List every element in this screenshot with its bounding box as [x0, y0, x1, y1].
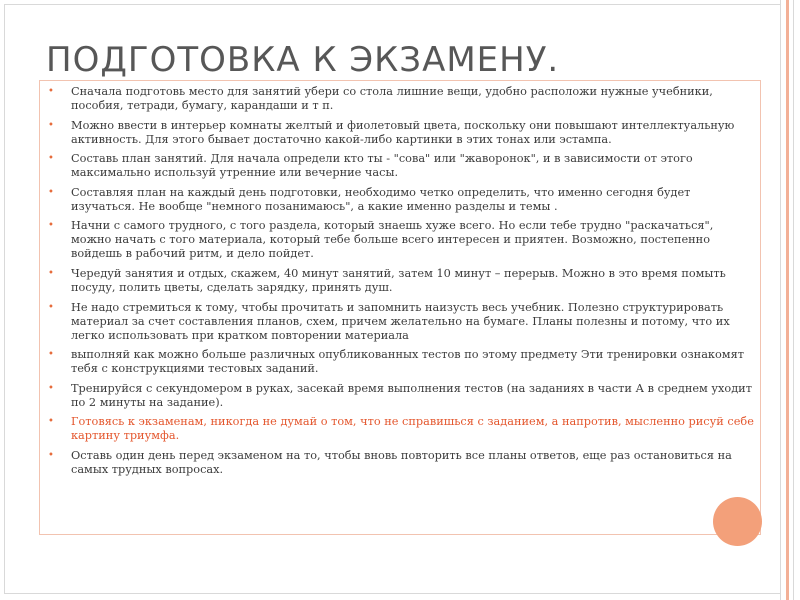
bullet-item: • Тренируйся с секундомером в руках, засекай время выполнения тестов (на заданиях в части А в среднем уходит по 2 минуты на задание). — [46, 382, 756, 410]
slide-title: ПОДГОТОВКА К ЭКЗАМЕНУ. — [46, 40, 560, 80]
decorative-circle — [713, 497, 762, 546]
bullet-item: • Составь план занятий. Для начала определи кто ты - "сова" или "жаворонок", и в зависимости от этого максимально используй утренние или вечерние часы. — [46, 152, 756, 180]
bullet-item: • Составляя план на каждый день подготовки, необходимо четко определить, что именно сегодня будет изучаться. Не вообще "немного позанимаюсь", а какие именно разделы и темы . — [46, 186, 756, 214]
bullet-item: • Сначала подготовь место для занятий убери со стола лишние вещи, удобно расположи нужные учебники, пособия, тетради, бумагу, карандаши и т п. — [46, 85, 756, 113]
bullet-item: • Начни с самого трудного, с того раздела, который знаешь хуже всего. Но если тебе трудно "раскачаться", можно начать с того материала, который тебе больше всего интересен и приятен. Возможно, постепенно войдешь в рабочий ритм, и дело пойдет. — [46, 219, 756, 261]
bullet-item: • Можно ввести в интерьер комнаты желтый и фиолетовый цвета, поскольку они повышают интеллектуальную активность. Для этого бывает достаточно какой-либо картинки в этих тонах или эстампа. — [46, 119, 756, 147]
bullet-item-accent: • Готовясь к экзаменам, никогда не думай о том, что не справишься с заданием, а напротив, мысленно рисуй себе картину триумфа. — [46, 415, 756, 443]
bullet-item: • Не надо стремиться к тому, чтобы прочитать и запомнить наизусть весь учебник. Полезно структурировать материал за счет составления планов, схем, причем желательно на бумаге. Планы полезны и потому, что их легко использовать при кратком повторении материала — [46, 301, 756, 343]
bullet-item: • выполняй как можно больше различных опубликованных тестов по этому предмету Эти тренировки ознакомят тебя с конструкциями тестовых заданий. — [46, 348, 756, 376]
bullet-item: • Чередуй занятия и отдых, скажем, 40 минут занятий, затем 10 минут – перерыв. Можно в это время помыть посуду, полить цветы, сделать зарядку, принять душ. — [46, 267, 756, 295]
bullet-item: • Оставь один день перед экзаменом на то, чтобы вновь повторить все планы ответов, еще раз остановиться на самых трудных вопросах. — [46, 449, 756, 477]
right-accent-stripe — [786, 0, 789, 600]
bullet-list — [46, 85, 756, 483]
